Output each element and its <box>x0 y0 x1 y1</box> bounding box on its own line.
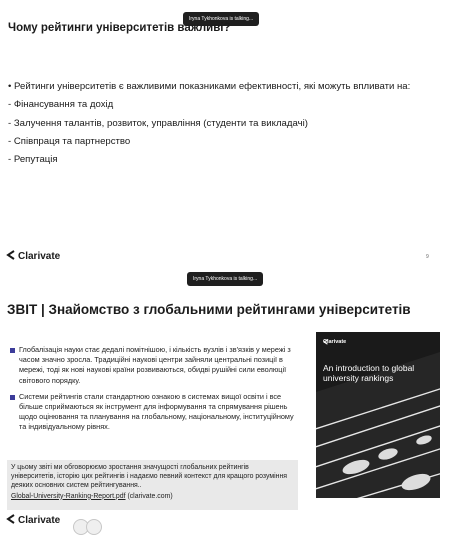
clarivate-mark-icon <box>6 250 15 263</box>
bullet-item: - Репутація <box>8 154 58 166</box>
bullet-item: • Рейтинги університетів є важливими показниками ефективності, які можуть впливати на: <box>8 81 411 92</box>
cover-brand: Clarivate <box>323 339 347 345</box>
report-body <box>10 345 300 439</box>
clarivate-wordmark: Clarivate <box>18 251 61 262</box>
click-indicator-icon <box>86 519 102 535</box>
report-note-box <box>7 460 298 510</box>
bullet-item: - Співпраця та партнерство <box>8 135 131 147</box>
body-paragraph <box>10 345 300 386</box>
running-track-graphic <box>316 332 440 498</box>
speaker-toast: Iryna Tykhonkova is talking... <box>187 272 263 286</box>
slide-title: ЗВІТ | Знайомство з глобальними рейтингами університетів <box>7 302 411 317</box>
bullet-item: - Фінансування та дохід <box>8 99 114 111</box>
bullet-square-icon <box>10 348 15 353</box>
clarivate-logo <box>6 514 60 527</box>
report-pdf-link[interactable]: Global-University-Ranking-Report.pdf <box>11 492 126 500</box>
link-source: (clarivate.com) <box>127 492 173 500</box>
report-cover-image <box>316 332 440 498</box>
speaker-toast: Iryna Tykhonkova is talking... <box>183 12 259 26</box>
bullet-square-icon <box>10 395 15 400</box>
note-text: У цьому звіті ми обговорюємо зростання значущості глобальних рейтингів університетів, історію цих рейтингів і надаємо певний контекст для кращого розуміння деяких основних систем рейтингування.. <box>11 464 287 490</box>
paragraph-text: Системи рейтингів стали стандартною ознакою в системах вищої освіти і все більше сприймаються як інструмент для інформування та спрямування рішень щодо оцінювання та планування на глобальному, національному, інституційному та індивідуальному рівнях. <box>19 391 294 432</box>
clarivate-wordmark: Clarivate <box>18 515 61 526</box>
slide-report-intro <box>0 265 450 529</box>
clarivate-mark-icon <box>323 339 328 345</box>
slide-why-rankings-matter <box>0 0 450 265</box>
paragraph-text: Глобалізація науки стає дедалі помітнішою, і кількість вузлів і зв'язків у мережі з часом значно зросла. Традиційні наукові центри зайняли центральні позиції в мережі, тоді як нові наукові країни розвиваються, обидві рушійні сили еволюції світового порядку. <box>19 345 291 385</box>
clarivate-mark-icon <box>6 514 15 527</box>
clarivate-logo <box>6 250 60 263</box>
cover-logo <box>323 339 346 345</box>
body-paragraph <box>10 392 300 433</box>
bullet-list <box>8 78 410 169</box>
slide-title: Чому рейтинги університетів важливі? <box>8 22 231 34</box>
bullet-item: - Залучення талантів, розвиток, управління (студенти та викладачі) <box>8 117 308 129</box>
cover-title: An introduction to global university rankings <box>323 363 415 383</box>
page-number: 9 <box>426 254 429 260</box>
